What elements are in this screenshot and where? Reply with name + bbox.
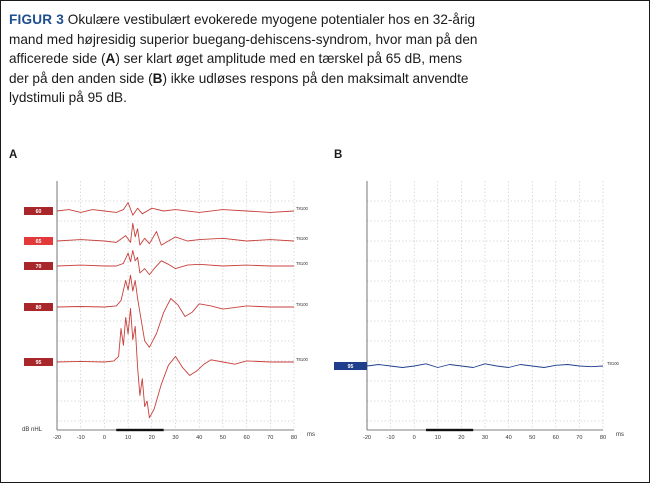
x-tick-label: 10 — [124, 435, 132, 441]
level-tag-label: 95 — [347, 364, 354, 370]
x-tick-label: 60 — [552, 435, 559, 441]
chart-panel-a — [22, 181, 315, 441]
x-tick-label: -20 — [362, 435, 372, 441]
x-tick-label: 30 — [481, 435, 489, 441]
panel-label-b: B — [334, 149, 343, 161]
y-axis-unit: dB nHL — [22, 427, 43, 433]
x-tick-label: 40 — [505, 435, 512, 441]
level-tag-label: 65 — [35, 239, 42, 245]
trace-end-label: T8100 — [296, 357, 308, 362]
trace-end-label: T8100 — [296, 261, 308, 266]
trace-end-label: T8100 — [296, 236, 308, 241]
caption-text-segment: ) ikke udløses respons på den maksimalt anvendte lydstimuli på 95 dB. — [9, 70, 469, 105]
x-tick-label: 20 — [148, 435, 155, 441]
trace-end-label: T8100 — [607, 361, 619, 366]
caption-bold-ref: B — [152, 70, 163, 86]
x-tick-label: 20 — [458, 435, 465, 441]
x-tick-label: 70 — [576, 435, 583, 441]
x-tick-label: 0 — [412, 435, 416, 441]
x-tick-label: -10 — [76, 435, 85, 441]
trace-end-label: T8100 — [296, 206, 308, 211]
x-tick-label: -10 — [386, 435, 395, 441]
x-axis-unit: ms — [307, 432, 315, 438]
stimulus-bar — [426, 429, 473, 431]
level-tag-label: 80 — [35, 305, 42, 311]
caption-text-segment: ) ser klart øget amplitude med en tærskel på 65 dB, mens der på den anden side ( — [9, 51, 463, 86]
x-axis-unit: ms — [616, 432, 624, 438]
x-tick-label: 60 — [243, 435, 250, 441]
x-tick-label: 70 — [267, 435, 274, 441]
panel-label-a: A — [9, 149, 18, 161]
x-tick-label: 80 — [290, 435, 298, 441]
trace-end-label: T8100 — [296, 302, 308, 307]
figure-label: FIGUR 3 — [9, 12, 65, 27]
x-tick-label: 80 — [599, 435, 607, 441]
x-tick-label: -20 — [52, 435, 62, 441]
x-tick-label: 50 — [529, 435, 536, 441]
caption-bold-ref: A — [105, 51, 116, 66]
x-tick-label: 40 — [196, 435, 203, 441]
x-tick-label: 50 — [219, 435, 227, 441]
level-tag-label: 95 — [35, 360, 42, 366]
chart-panel-b — [334, 181, 624, 441]
x-tick-label: 0 — [102, 435, 106, 441]
x-tick-label: 30 — [172, 435, 179, 441]
caption-text-segment: Okulære vestibulært evokerede myogene potentialer hos en 32-årig mand med højresidig superior buegang-dehiscens-syndrom, hvor man på den afficerede side ( — [9, 12, 478, 66]
level-tag-label: 70 — [35, 264, 42, 270]
x-tick-label: 10 — [434, 435, 441, 441]
stimulus-bar — [116, 429, 163, 431]
level-tag-label: 60 — [35, 209, 42, 215]
